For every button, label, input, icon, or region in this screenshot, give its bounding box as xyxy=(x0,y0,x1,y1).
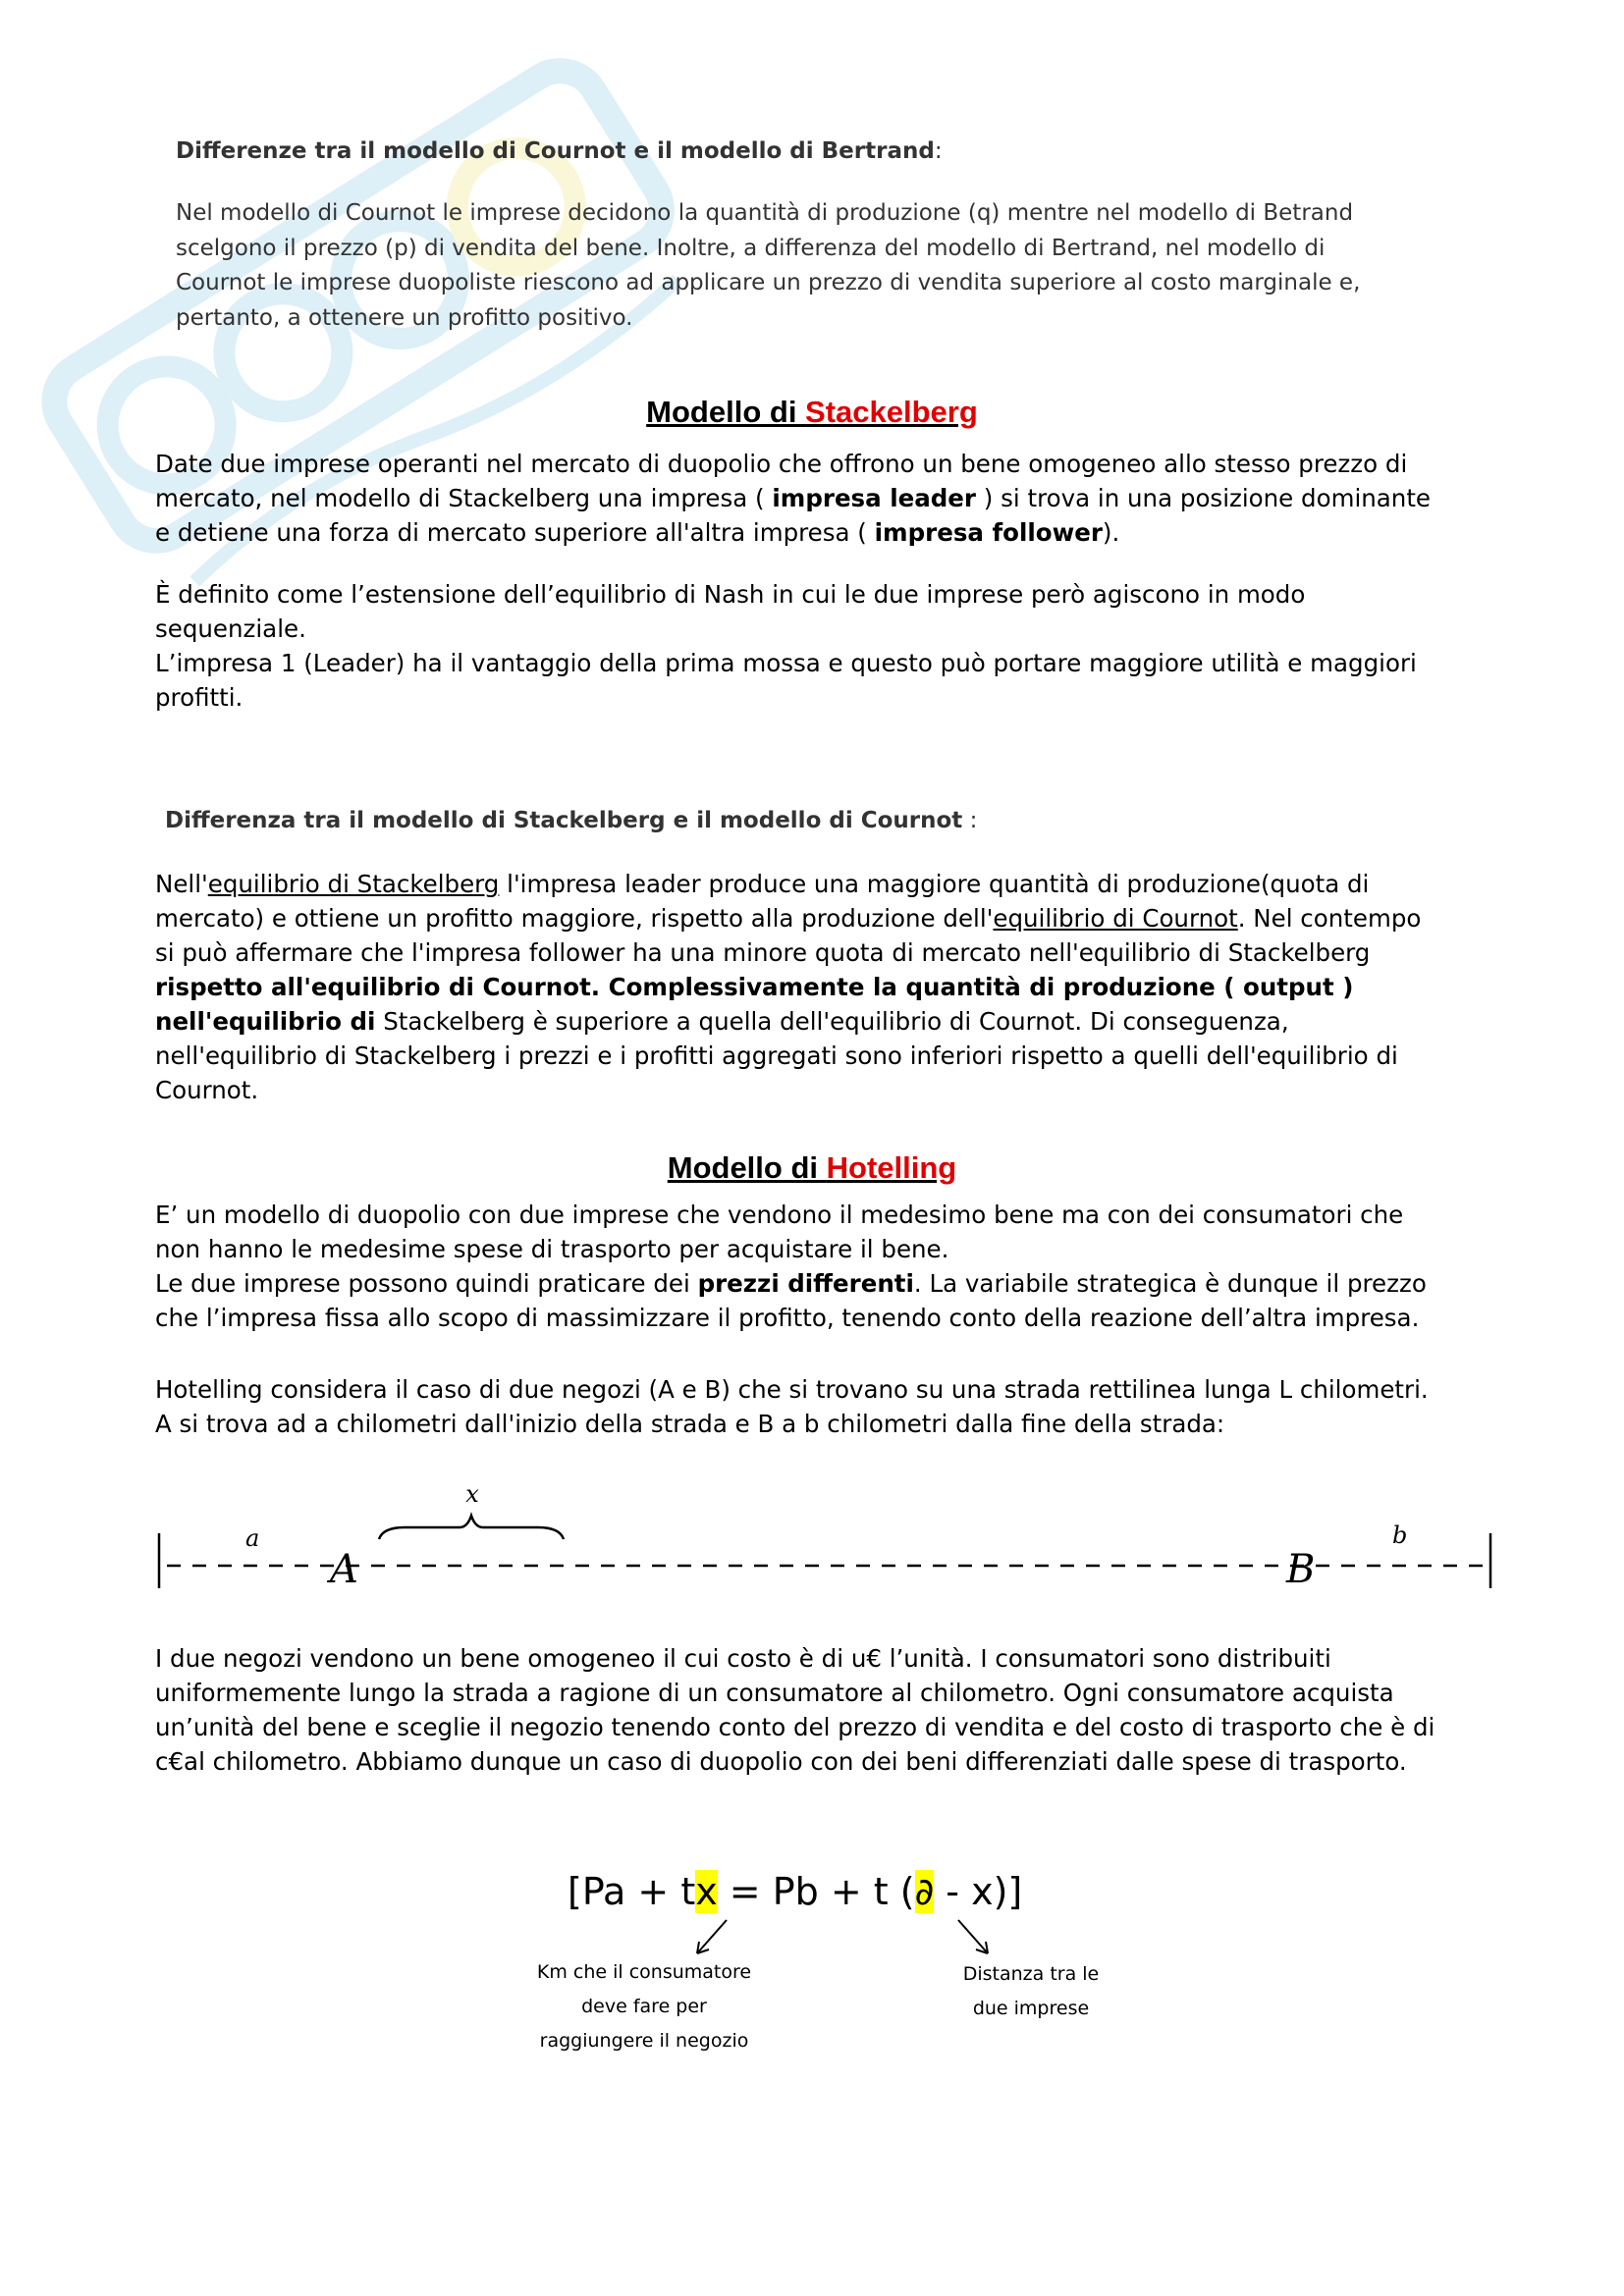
text-line: Cournot le imprese duopoliste riescono ad applicare un prezzo di vendita superiore al costo marginale e, xyxy=(176,270,1361,295)
arrow-left-line xyxy=(697,1920,727,1953)
text-line: nell'equilibrio di Stackelberg è superiore a quella dell'equilibrio di Cournot. Di conseguenza, xyxy=(155,1007,1289,1036)
label-b: b xyxy=(1392,1522,1408,1549)
text-line: È definito come l’estensione dell’equilibrio di Nash in cui le due imprese però agiscono in modo xyxy=(155,580,1306,609)
stackelberg-cournot-heading: Differenza tra il modello di Stackelberg e il modello di Cournot : xyxy=(165,808,978,833)
text-line: pertanto, a ottenere un profitto positivo. xyxy=(176,304,633,331)
distance-brace xyxy=(379,1516,564,1539)
cournot-bertrand-paragraph xyxy=(176,196,1360,336)
note-line: deve fare per xyxy=(581,1996,707,2017)
label-store-B: B xyxy=(1286,1547,1316,1592)
cournot-bertrand-heading: Differenze tra il modello di Cournot e il modello di Bertrand: xyxy=(176,138,943,164)
label-x: x xyxy=(465,1480,479,1508)
text-line: Le due imprese possono quindi praticare dei prezzi differenti. La variabile strategica è dunque il prezzo xyxy=(155,1269,1427,1298)
hotelling-goods-paragraph xyxy=(155,1641,1435,1779)
note-line: due imprese xyxy=(972,1998,1090,2019)
text-line: mercato) e ottiene un profitto maggiore, rispetto alla produzione dell'equilibrio di Cournot. Nel contempo xyxy=(155,904,1422,933)
stackelberg-heading: Modello di Stackelberg xyxy=(646,395,978,429)
note-line: raggiungere il negozio xyxy=(539,2030,749,2052)
text-line: profitti. xyxy=(155,683,244,712)
text-line: un’unità del bene e sceglie il negozio tenendo conto del prezzo di vendita e del costo di trasporto che è di xyxy=(155,1713,1435,1741)
text-line: A si trova ad a chilometri dall'inizio della strada e B a b chilometri dalla fine della strada: xyxy=(155,1410,1225,1438)
text-line: Date due imprese operanti nel mercato di duopolio che offrono un bene omogeneo allo stesso prezzo di xyxy=(155,450,1408,478)
text-line: rispetto all'equilibrio di Cournot. Complessivamente la quantità di produzione ( output ) xyxy=(155,973,1354,1001)
text-line: uniformemente lungo la strada a ragione di un consumatore al chilometro. Ogni consumatore acquista xyxy=(155,1679,1394,1707)
note-line: Distanza tra le xyxy=(962,1963,1100,1985)
note-firms-distance xyxy=(943,1957,1119,2026)
text-line: Nel modello di Cournot le imprese decidono la quantità di produzione (q) mentre nel modello di Betrand xyxy=(176,200,1354,226)
text-line: mercato, nel modello di Stackelberg una impresa ( impresa leader ) si trova in una posizione dominante xyxy=(155,484,1432,512)
text-line: I due negozi vendono un bene omogeneo il cui costo è di u€ l’unità. I consumatori sono distribuiti xyxy=(155,1644,1331,1673)
label-a: a xyxy=(245,1524,260,1552)
text-line: c€al chilometro. Abbiamo dunque un caso di duopolio con dei beni differenziati dalle spese di trasporto. xyxy=(155,1747,1407,1776)
hotelling-heading: Modello di Hotelling xyxy=(667,1150,957,1185)
note-consumer-distance xyxy=(518,1955,770,2058)
text-line: Nell'equilibrio di Stackelberg l'impresa leader produce una maggiore quantità di produzione(quota di xyxy=(155,870,1370,898)
text-line: sequenziale. xyxy=(155,614,306,643)
stackelberg-nash-paragraph xyxy=(155,577,1417,715)
text-line: Hotelling considera il caso di due negozi (A e B) che si trovano su una strada rettilinea lunga L chilometri. xyxy=(155,1375,1429,1404)
hotelling-setup-paragraph xyxy=(155,1372,1429,1441)
label-store-A: A xyxy=(330,1547,358,1592)
text-line: nell'equilibrio di Stackelberg i prezzi e i profitti aggregati sono inferiori rispetto a quelli dell'equilibrio di xyxy=(155,1041,1398,1070)
arrow-right-line xyxy=(958,1920,988,1953)
text-line: si può affermare che l'impresa follower ha una minore quota di mercato nell'equilibrio di Stackelberg xyxy=(155,938,1371,967)
text-line: e detiene una forza di mercato superiore all'altra impresa ( impresa follower). xyxy=(155,518,1120,547)
hotelling-intro xyxy=(155,1198,1427,1335)
text-line: E’ un modello di duopolio con due imprese che vendono il medesimo bene ma con dei consumatori che xyxy=(155,1201,1404,1229)
text-line: non hanno le medesime spese di trasporto per acquistare il bene. xyxy=(155,1235,949,1263)
hotelling-formula: [Pa + tx = Pb + t (∂ - x)] xyxy=(568,1870,1023,1913)
text-line: L’impresa 1 (Leader) ha il vantaggio della prima mossa e questo può portare maggiore utilità e maggiori xyxy=(155,649,1417,677)
text-line: scelgono il prezzo (p) di vendita del bene. Inoltre, a differenza del modello di Bertrand, nel modello di xyxy=(176,235,1326,261)
stackelberg-cournot-paragraph xyxy=(155,867,1421,1107)
note-line: Km che il consumatore xyxy=(536,1961,752,1983)
hotelling-line-diagram xyxy=(147,1472,1502,1610)
stackelberg-intro xyxy=(155,447,1431,550)
text-line: Cournot. xyxy=(155,1076,259,1104)
text-line: che l’impresa fissa allo scopo di massimizzare il profitto, tenendo conto della reazione dell’altra impresa. xyxy=(155,1304,1420,1332)
